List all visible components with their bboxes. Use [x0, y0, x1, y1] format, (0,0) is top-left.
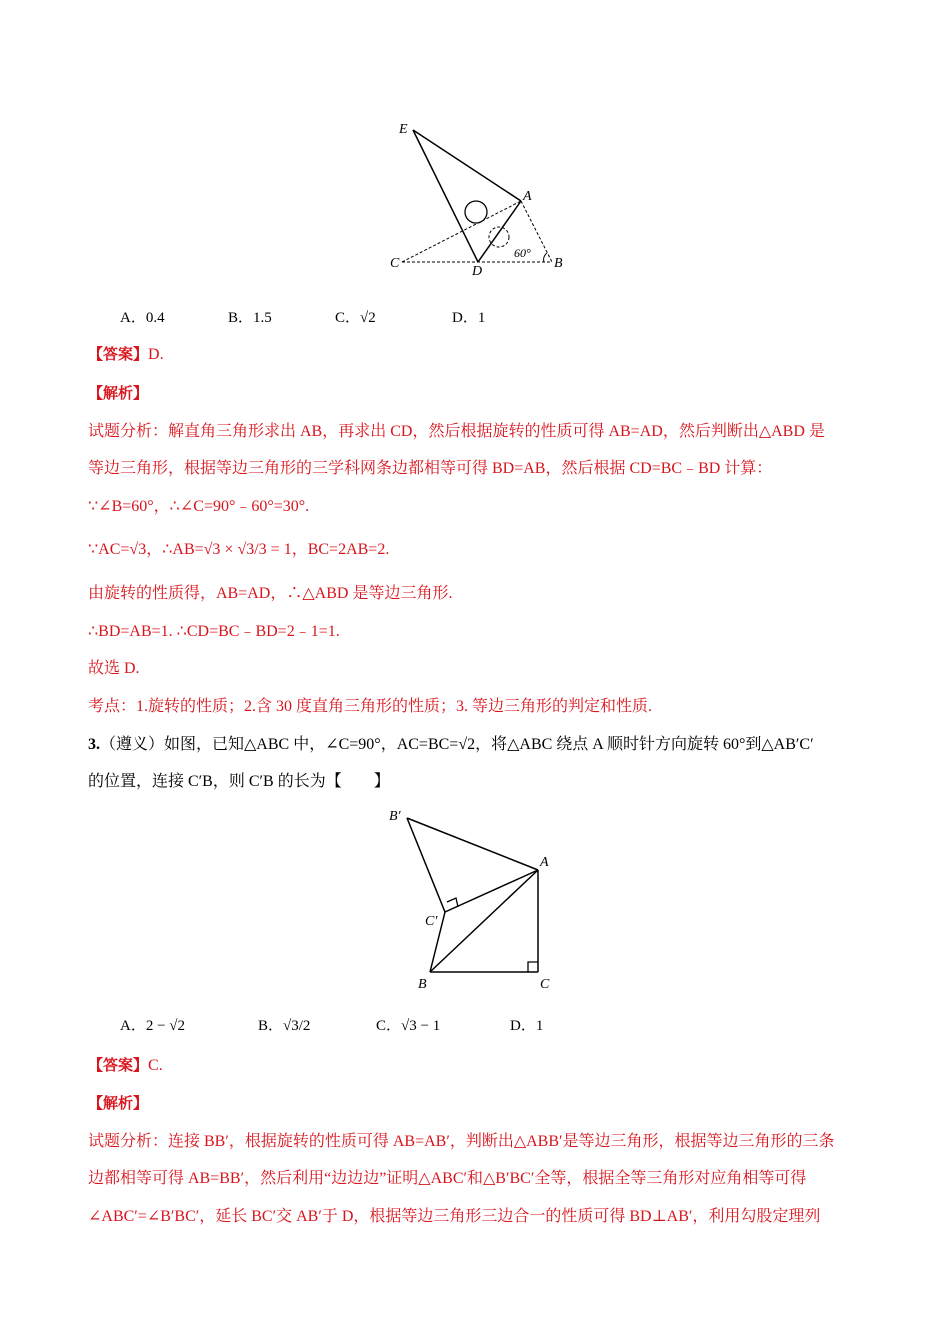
q2-analysis-line-4: ∵AC=√3，∴AB=√3 × √3/3 = 1，BC=2AB=2.	[88, 541, 390, 558]
option-value: √3 − 1	[401, 1018, 441, 1034]
option-value: √2	[360, 310, 376, 326]
option-letter: A．	[120, 1018, 146, 1034]
option-value: 0.4	[145, 310, 165, 326]
option-value: 1.5	[253, 310, 272, 326]
inscribed-circle-dashed	[489, 227, 509, 247]
option-value: 1	[477, 310, 486, 326]
q3-option-b[interactable]	[258, 1014, 310, 1035]
answer-text: D.	[148, 346, 164, 363]
answer-tag: 【答案】	[88, 1058, 149, 1074]
q2-option-c[interactable]	[335, 306, 376, 327]
label-B: B	[554, 256, 563, 271]
q2-option-b[interactable]	[228, 306, 272, 327]
right-angle-mark-C	[528, 962, 538, 972]
q3-option-a[interactable]	[120, 1014, 185, 1035]
q3-analysis-line-2: 边都相等可得 AB=BB′，然后利用“边边边”证明△ABC′和△B′BC′全等，根据全等三角形对应角相等可得	[88, 1170, 807, 1187]
q3-text: （遵义）如图，已知△ABC 中，∠C=90°，AC=BC=√2，将△ABC 绕点 A 顺时针方向旋转 60°到△AB′C′	[100, 736, 814, 753]
q3-option-c[interactable]	[376, 1014, 440, 1035]
segment-AC-dashed	[402, 201, 521, 262]
label-C: C	[540, 977, 550, 992]
q2-analysis-line-3: ∵∠B=60°，∴∠C=90°﹣60°=30°.	[88, 498, 310, 515]
segment-AB	[430, 870, 538, 972]
segment-ED	[413, 130, 478, 262]
segment-C1A	[445, 870, 538, 912]
option-letter: D．	[452, 310, 478, 326]
label-B: B	[418, 977, 427, 992]
q3-number: 3.	[88, 736, 100, 753]
option-value: 1	[535, 1018, 544, 1034]
q3-analysis-tag: 【解析】	[88, 1096, 149, 1112]
label-D: D	[472, 264, 483, 275]
q2-analysis-line-5: 由旋转的性质得，AB=AD，∴△ABD 是等边三角形.	[88, 585, 453, 602]
figure-2-triangle-rotation	[385, 800, 565, 995]
q3-answer	[88, 1056, 163, 1076]
q2-analysis-line-6: ∴BD=AB=1. ∴CD=BC﹣BD=2﹣1=1.	[88, 623, 340, 640]
answer-text: C.	[148, 1057, 163, 1074]
option-letter: D．	[510, 1018, 536, 1034]
segment-EA	[413, 130, 521, 201]
option-letter: C．	[335, 310, 361, 326]
angle-arc-B	[544, 253, 547, 262]
q2-analysis-line-2: 等边三角形，根据等边三角形的三学科网条边都相等可得 BD=AB，然后根据 CD=BC﹣BD 计算：	[88, 460, 773, 477]
inscribed-circle-solid	[465, 201, 487, 223]
label-C: C	[390, 256, 400, 271]
q3-stem-line-1	[88, 735, 814, 755]
label-E: E	[399, 122, 408, 137]
right-angle-mark-C1	[447, 898, 458, 907]
q2-analysis-line-7: 故选 D.	[88, 660, 140, 677]
q3-analysis-line-3: ∠ABC′=∠B′BC′，延长 BC′交 AB′于 D，根据等边三角形三边合一的性质可得 BD⊥AB′，利用勾股定理列	[88, 1208, 821, 1225]
figure-1-triangle-rotation	[380, 115, 580, 275]
option-value: 2 − √2	[145, 1018, 186, 1034]
segment-B1C1	[407, 818, 445, 912]
q2-analysis-line-1: 试题分析：解直角三角形求出 AB，再求出 CD，然后根据旋转的性质可得 AB=AD，然后判断出△ABD 是	[88, 423, 825, 440]
option-letter: C．	[376, 1018, 402, 1034]
option-letter: B．	[228, 310, 254, 326]
segment-B1A	[407, 818, 538, 870]
answer-tag: 【答案】	[88, 347, 149, 363]
q2-option-d[interactable]	[452, 306, 485, 327]
q3-stem-line-2: 的位置，连接 C′B，则 C′B 的长为【 】	[88, 773, 390, 790]
label-A: A	[540, 855, 549, 870]
q2-key-points: 考点：1.旋转的性质；2.含 30 度直角三角形的性质；3. 等边三角形的判定和性质.	[88, 698, 653, 715]
label-B-prime: B′	[389, 809, 401, 824]
q2-analysis-tag: 【解析】	[88, 386, 149, 402]
option-letter: A．	[120, 310, 146, 326]
label-A: A	[523, 189, 532, 204]
option-letter: B．	[258, 1018, 284, 1034]
q3-option-d[interactable]	[510, 1014, 543, 1035]
q2-answer	[88, 345, 164, 365]
option-value: √3/2	[283, 1018, 311, 1034]
q3-analysis-line-1: 试题分析：连接 BB′，根据旋转的性质可得 AB=AB′，判断出△ABB′是等边三角形，根据等边三角形的三条	[88, 1133, 835, 1150]
label-angle-60: 60°	[514, 246, 531, 260]
q2-option-a[interactable]	[120, 306, 165, 327]
label-C-prime: C′	[425, 914, 438, 929]
